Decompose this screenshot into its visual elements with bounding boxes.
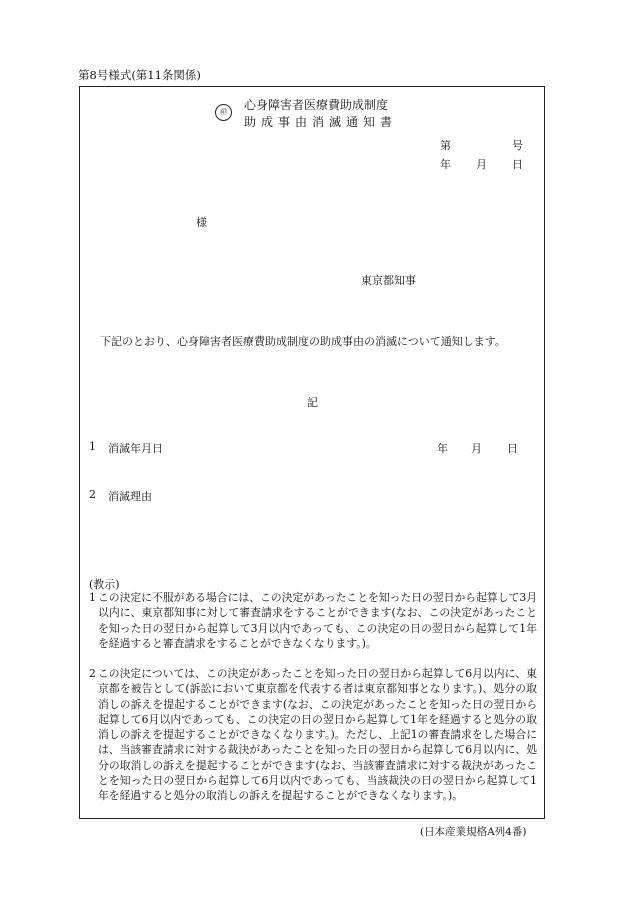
notice-1-number: 1 <box>89 591 96 604</box>
date-year-label: 年 <box>440 158 451 171</box>
item-1-day-label: 日 <box>507 442 518 455</box>
date-month-label: 月 <box>476 158 487 171</box>
date-day-label: 日 <box>512 158 523 171</box>
item-2-number: 2 <box>89 488 96 501</box>
notice-1-text: この決定に不服がある場合には、この決定があったことを知った日の翌日から起算して3月以内に、東京都知事に対して審査請求をすることができます(なお、この決定があったことを知った日の翌日から起算して3月以内であっても、この決定の日の翌日から起算して1年を経過すると審査請求をすることができなくなります。)。 <box>98 591 537 650</box>
issuer-name: 東京都知事 <box>361 274 416 287</box>
notice-heading: (教示) <box>89 578 120 591</box>
item-1-year-label: 年 <box>437 442 448 455</box>
notice-item-1 <box>89 590 537 651</box>
item-1-month-label: 月 <box>471 442 482 455</box>
ki-heading: 記 <box>307 396 318 409</box>
notice-2-text: この決定については、この決定があったことを知った日の翌日から起算して6月以内に、東京都を被告として(訴訟において東京都を代表する者は東京都知事となります。)、処分の取消しの訴えを提起することができます(なお、この決定があったことを知った日の翌日から起算して6月以内であっても、この決定の日の翌日から起算して1年を経過すると処分の取消しの訴えを提起することができなくなります。)。ただし、上記1の審査請求をした場合には、当該審査請求に対する裁決があったことを知った日の翌日から起算して6月以内に、処分の取消しの訴えを提起することができます(なお、当該審査請求に対する裁決があったことを知った日の翌日から起算して6月以内であっても、当該裁決の日の翌日から起算して1年を経過すると処分の取消しの訴えを提起することができなくなります。)。 <box>98 667 537 803</box>
form-number-label: 第8号様式(第11条関係) <box>78 68 201 82</box>
notice-item-2 <box>89 666 537 804</box>
title-line-2: 助成事由消滅通知書 <box>244 115 398 129</box>
addressee-suffix: 様 <box>196 216 207 229</box>
lead-sentence: 下記のとおり、心身障害者医療費助成制度の助成事由の消滅について通知します。 <box>100 335 506 348</box>
item-2-label: 消滅理由 <box>108 490 152 503</box>
document-number-suffix: 号 <box>512 139 523 152</box>
title-line-1: 心身障害者医療費助成制度 <box>244 98 389 112</box>
notice-2-number: 2 <box>89 667 96 680</box>
official-seal-icon: ㊞ <box>215 104 232 121</box>
paper-size-note: (日本産業規格A列4番) <box>420 826 527 838</box>
item-1-label: 消滅年月日 <box>108 442 163 455</box>
document-number-prefix: 第 <box>440 139 451 152</box>
item-1-number: 1 <box>89 440 96 453</box>
